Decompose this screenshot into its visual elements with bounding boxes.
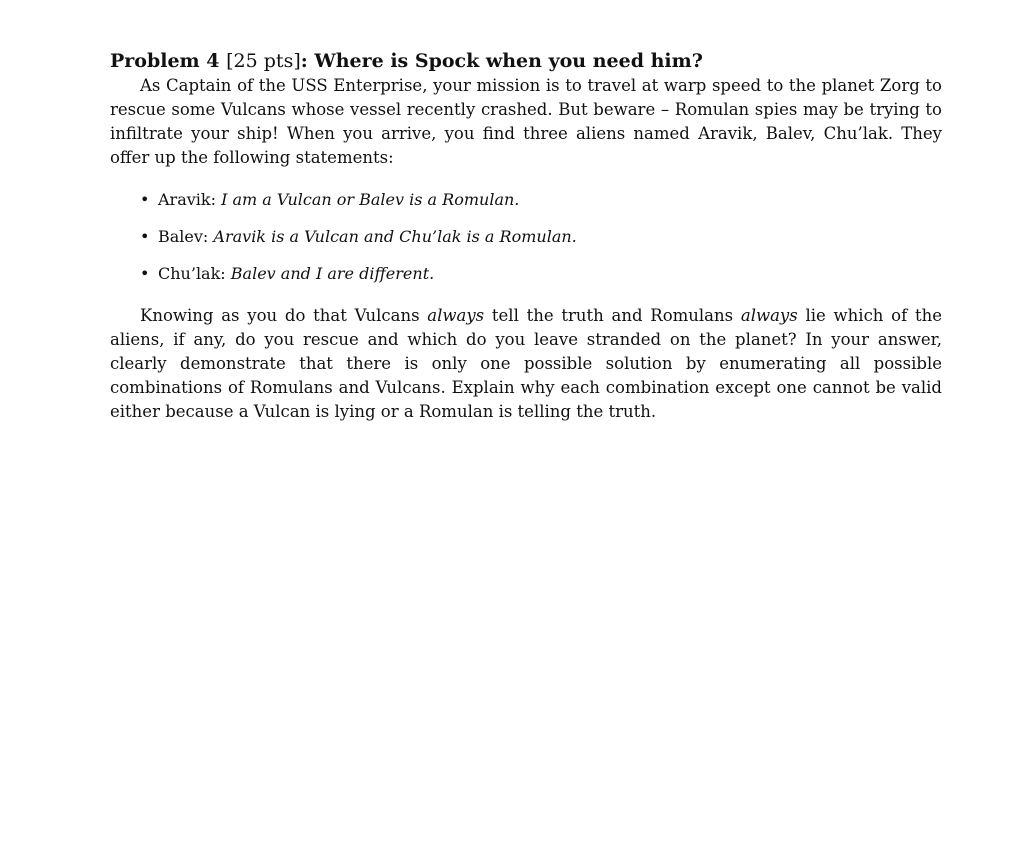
question-text-1: Knowing as you do that Vulcans	[140, 306, 428, 325]
question-paragraph	[110, 304, 942, 424]
question-emphasis-1: always	[427, 306, 485, 325]
question-text-2: tell the truth and Romulans	[484, 306, 741, 325]
intro-paragraph: As Captain of the USS Enterprise, your mission is to travel at warp speed to the planet Zorg to rescue some Vulcans whose vessel recently crashed. But beware – Romulan spies may be trying to infiltrate your ship! When you arrive, you find three aliens named Aravik, Balev, Chu’lak. They offer up the following statements:	[110, 76, 942, 167]
problem-title: Where is Spock when you need him?	[314, 50, 703, 72]
statement-quote: I am a Vulcan or Balev is a Romulan.	[221, 190, 520, 209]
statement-speaker: Chu’lak:	[158, 264, 226, 283]
statement-list	[110, 188, 942, 286]
statement-speaker: Balev:	[158, 227, 209, 246]
statement-speaker: Aravik:	[158, 190, 216, 209]
statement-quote: Aravik is a Vulcan and Chu’lak is a Romulan.	[213, 227, 577, 246]
question-emphasis-2: always	[740, 306, 798, 325]
problem-page	[110, 48, 942, 424]
statement-balev	[140, 225, 942, 249]
problem-points: [25 pts]	[226, 50, 301, 72]
statement-aravik	[140, 188, 942, 212]
problem-heading	[110, 48, 942, 74]
problem-colon: :	[300, 50, 308, 72]
question-text-3: lie which of the aliens, if any, do you rescue and which do you leave stranded on the planet? In your answer, clearly demonstrate that there is only one possible solution by enumerating all possible combinations of Romulans and Vulcans. Explain why each combination except one cannot be valid either because a Vulcan is lying or a Romulan is telling the truth.	[110, 306, 942, 421]
problem-label: Problem 4	[110, 50, 220, 72]
statement-quote: Balev and I are different.	[230, 264, 435, 283]
statement-chulak	[140, 262, 942, 286]
